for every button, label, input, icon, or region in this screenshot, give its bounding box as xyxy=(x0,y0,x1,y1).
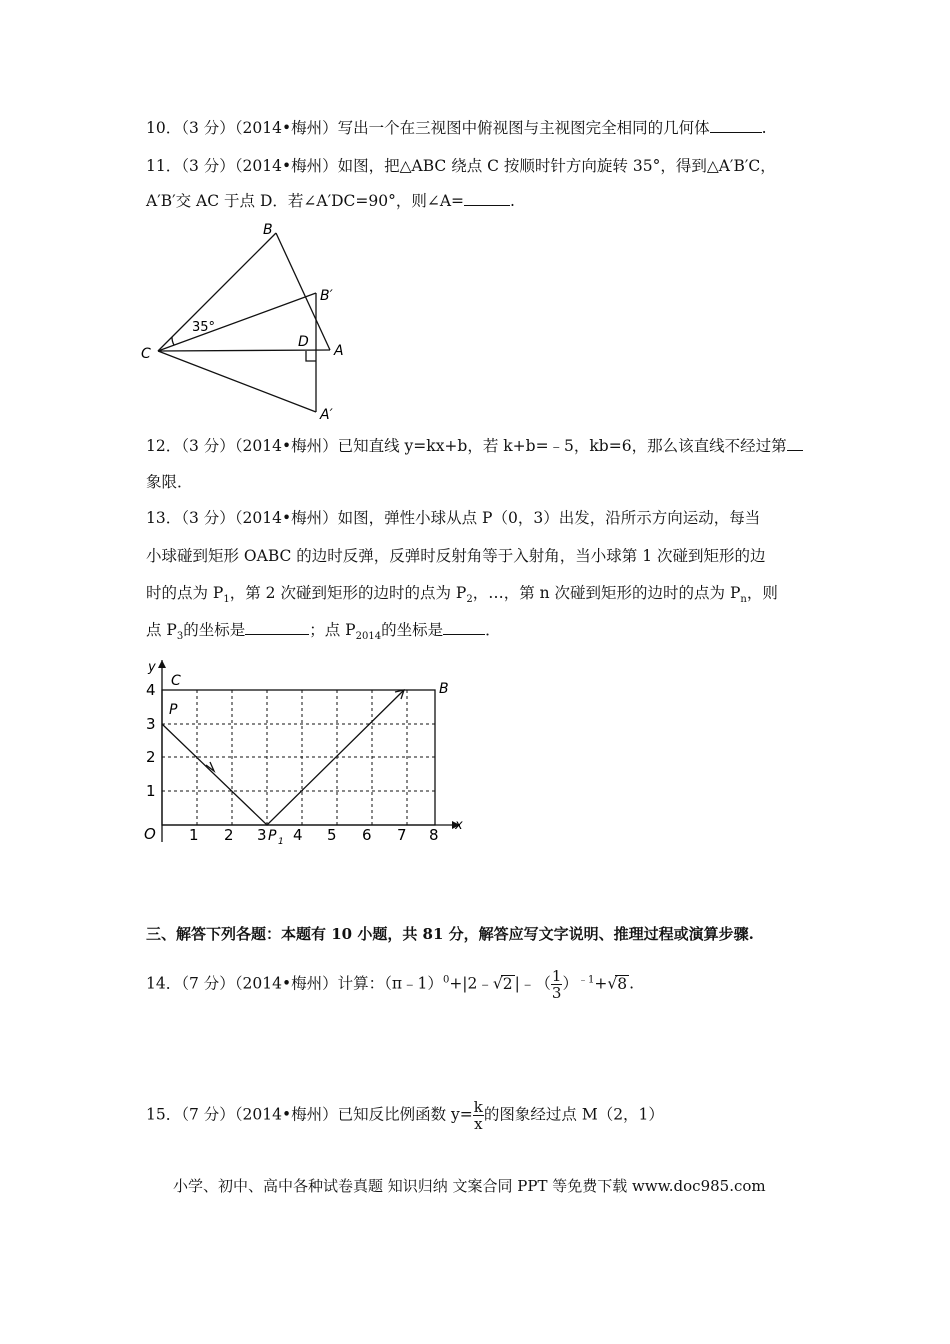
section-heading: 三、解答下列各题：本题有 10 小题，共 81 分，解答应写文字说明、推理过程或演算步骤. xyxy=(146,925,754,943)
label-C: C xyxy=(141,346,151,362)
answer-blank xyxy=(464,191,510,206)
question-number: 11． xyxy=(146,157,182,175)
x-tick-3: 3 xyxy=(257,826,267,844)
question-15: 15．（7 分）（2014•梅州）已知反比例函数 y= $\frac{k}{x}$ 的图象经过点 M（2，1） xyxy=(146,1098,664,1133)
y-axis-label: y xyxy=(148,660,156,675)
fraction-k-over-x: $\frac{k}{x}$ xyxy=(473,1098,483,1133)
page-footer: 小学、初中、高中各种试卷真题 知识归纳 文案合同 PPT 等免费下载 www.doc985.com xyxy=(173,1177,766,1195)
label-B-prime: B′ xyxy=(320,288,333,304)
x-tick-1: 1 xyxy=(189,826,199,844)
label-P: P xyxy=(169,702,178,718)
label-P1-sub: 1 xyxy=(278,837,284,847)
question-text: 象限． xyxy=(146,473,193,491)
question-13-line3: 时的点为 $P_1$，第 2 次碰到矩形的边时的点为 $P_2$，…，第 n 次碰到矩形的边时的点为 $P_n$，则 xyxy=(146,584,778,606)
y-tick-1: 1 xyxy=(146,782,156,800)
answer-blank-p3 xyxy=(245,620,309,635)
question-text: 如图，把△ABC 绕点 C 按顺时针方向旋转 35°，得到△A′B′C， xyxy=(337,157,776,175)
label-D: D xyxy=(298,334,309,350)
y-tick-3: 3 xyxy=(146,715,156,733)
answer-blank-p2014 xyxy=(443,620,485,635)
question-number: 10． xyxy=(146,119,182,137)
question-11 xyxy=(146,156,776,176)
label-C: C xyxy=(171,673,181,689)
label-B: B xyxy=(263,222,273,238)
x-tick-8: 8 xyxy=(429,826,439,844)
fraction-one-third: $\frac{1}{3}$ xyxy=(551,967,562,1002)
y-tick-2: 2 xyxy=(146,748,156,766)
question-number: 13． xyxy=(146,509,182,527)
question-meta: （3 分）（2014•梅州） xyxy=(181,509,338,527)
question-meta: （7 分）（2014•梅州） xyxy=(181,1105,338,1124)
question-text: A′B′交 AC 于点 D．若∠A′DC=90°，则∠A= xyxy=(146,192,465,210)
question-number: 12． xyxy=(146,437,182,455)
question-meta: （3 分）（2014•梅州） xyxy=(181,157,338,175)
question-number: 14． xyxy=(146,974,182,993)
rectangle-bounce-figure xyxy=(140,656,475,848)
label-B: B xyxy=(439,681,449,697)
sqrt-2: 2 xyxy=(502,974,513,993)
question-12-line2 xyxy=(146,472,193,492)
label-P1: P xyxy=(268,828,277,844)
question-text: 写出一个在三视图中俯视图与主视图完全相同的几何体 xyxy=(337,119,710,137)
x-tick-7: 7 xyxy=(397,826,407,844)
x-axis-label: x xyxy=(455,818,463,833)
question-13 xyxy=(146,508,760,528)
question-14: 14．（7 分）（2014•梅州）计算：（π﹣1）$^0$+|2﹣√2 |﹣（ $\frac{1}{3}$ ）$^{﹣1}$+√8 . xyxy=(146,967,635,1002)
question-12 xyxy=(146,436,803,456)
label-angle: 35° xyxy=(192,320,216,335)
x-tick-2: 2 xyxy=(224,826,234,844)
sqrt-8: 8 xyxy=(617,974,628,993)
question-meta: （3 分）（2014•梅州） xyxy=(181,119,338,137)
answer-blank xyxy=(787,436,803,451)
question-number: 15． xyxy=(146,1105,182,1124)
label-A: A xyxy=(334,343,344,359)
x-tick-6: 6 xyxy=(362,826,372,844)
label-A-prime: A′ xyxy=(320,407,333,423)
x-tick-4: 4 xyxy=(293,826,303,844)
origin-label: O xyxy=(144,825,156,843)
x-tick-5: 5 xyxy=(327,826,337,844)
question-11-line2: A′B′交 AC 于点 D．若∠A′DC=90°，则∠A= . xyxy=(146,192,515,210)
question-text: 如图，弹性小球从点 P（0，3）出发，沿所示方向运动，每当 xyxy=(337,509,761,527)
rotation-triangle-figure xyxy=(140,216,360,426)
question-meta: （7 分）（2014•梅州） xyxy=(181,974,338,993)
y-tick-4: 4 xyxy=(146,681,156,699)
question-meta: （3 分）（2014•梅州） xyxy=(181,437,338,455)
question-text: 小球碰到矩形 OABC 的边时反弹，反弹时反射角等于入射角，当小球第 1 次碰到矩形的边 xyxy=(146,547,766,565)
answer-blank xyxy=(710,118,762,133)
question-10: 10．（3 分）（2014•梅州）写出一个在三视图中俯视图与主视图完全相同的几何体 . xyxy=(146,119,767,137)
question-13-line2 xyxy=(146,546,766,566)
question-13-line4: 点 $P_3$的坐标是 ；点 $P_{2014}$的坐标是 ． xyxy=(146,621,501,643)
question-text: 已知直线 y=kx+b，若 k+b=﹣5，kb=6，那么该直线不经过第 xyxy=(337,437,787,455)
